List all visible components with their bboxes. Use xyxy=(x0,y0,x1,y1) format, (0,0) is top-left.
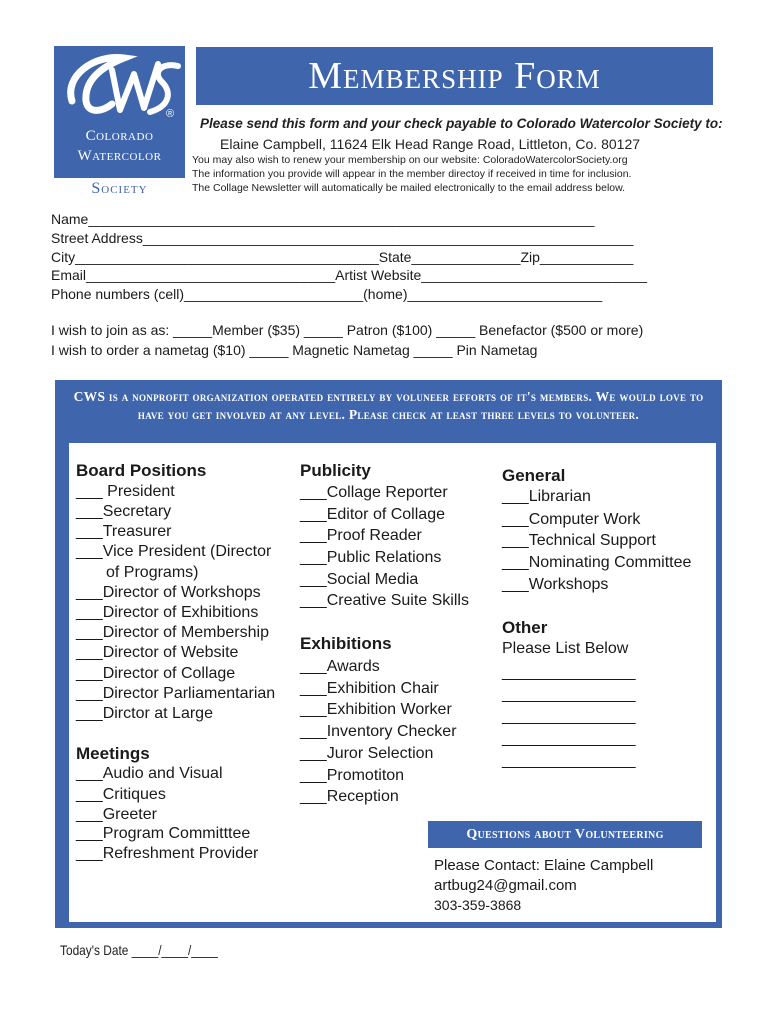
volunteer-banner-text: CWS is a nonprofit organization operated entirely by voluneer efforts of it's members. We would love to have you get involved at any level. Please check at least three levels to volunteer. xyxy=(73,389,704,422)
contact-email[interactable]: artbug24@gmail.com xyxy=(434,877,577,894)
board-item[interactable]: ___Director of Workshops xyxy=(76,584,261,601)
publicity-heading: Publicity xyxy=(300,461,371,480)
board-heading: Board Positions xyxy=(76,461,207,480)
street-address-field[interactable]: Street Address_______________________________________________________________ xyxy=(51,230,634,246)
board-item[interactable]: ___Treasurer xyxy=(76,523,172,540)
send-instruction: Please send this form and your check payable to Colorado Watercolor Society to: xyxy=(200,116,723,131)
note-directory: The information you provide will appear in the member directoy if received in time for inclusion. xyxy=(192,168,632,180)
board-item[interactable]: ___Director of Website xyxy=(76,644,239,661)
general-item[interactable]: ___Technical Support xyxy=(502,532,656,549)
meetings-item[interactable]: ___Critiques xyxy=(76,786,166,803)
other-subtitle: Please List Below xyxy=(502,640,629,657)
contact-name: Please Contact: Elaine Campbell xyxy=(434,857,654,874)
mailing-address: Elaine Campbell, 11624 Elk Head Range Road, Littleton, Co. 80127 xyxy=(220,136,641,152)
exhibitions-item[interactable]: ___Exhibition Worker xyxy=(300,701,452,718)
board-item[interactable]: ___Director of Membership xyxy=(76,624,269,641)
other-line[interactable]: _______________ xyxy=(502,708,636,725)
general-item[interactable]: ___Computer Work xyxy=(502,511,641,528)
logo-colorado: Colorado xyxy=(85,128,154,144)
registered-mark: ® xyxy=(166,108,175,120)
exhibitions-item[interactable]: ___Promotiton xyxy=(300,767,405,784)
exhibitions-item[interactable]: ___Exhibition Chair xyxy=(300,680,439,697)
other-line[interactable]: _______________ xyxy=(502,664,636,681)
general-heading: General xyxy=(502,466,566,485)
publicity-item[interactable]: ___Editor of Collage xyxy=(300,506,445,523)
other-line[interactable]: _______________ xyxy=(502,752,636,769)
meetings-item[interactable]: ___Program Committtee xyxy=(76,825,251,842)
phone-field[interactable]: Phone numbers (cell)_______________________(home)_________________________ xyxy=(51,286,603,302)
note-renew: You may also wish to renew your membership on our website: ColoradoWatercolorSociety.org xyxy=(192,154,628,166)
frame-right xyxy=(716,443,722,928)
email-website-field[interactable]: Email________________________________Artist Website_____________________________ xyxy=(51,267,648,283)
publicity-item[interactable]: ___Collage Reporter xyxy=(300,484,448,501)
nametag-line[interactable]: I wish to order a nametag ($10) _____ Magnetic Nametag _____ Pin Nametag xyxy=(51,342,538,358)
contact-phone: 303-359-3868 xyxy=(434,897,522,913)
general-item[interactable]: ___Librarian xyxy=(502,488,591,505)
membership-level-line[interactable]: I wish to join as as: _____Member ($35) _____ Patron ($100) _____ Benefactor ($500 or more) xyxy=(51,322,644,338)
publicity-item[interactable]: ___Creative Suite Skills xyxy=(300,592,469,609)
volunteer-banner xyxy=(55,380,722,443)
exhibitions-item[interactable]: ___Reception xyxy=(300,788,399,805)
meetings-item[interactable]: ___Greeter xyxy=(76,806,157,823)
board-item[interactable]: ___Dirctor at Large xyxy=(76,705,213,722)
other-line[interactable]: _______________ xyxy=(502,730,636,747)
exhibitions-item[interactable]: ___Inventory Checker xyxy=(300,723,457,740)
frame-left xyxy=(55,443,69,928)
frame-bottom xyxy=(55,922,722,928)
board-item[interactable]: ___Vice President (Director xyxy=(76,543,272,560)
other-heading: Other xyxy=(502,618,548,637)
general-item[interactable]: ___Workshops xyxy=(502,576,609,593)
exhibitions-heading: Exhibitions xyxy=(300,634,392,653)
board-item[interactable]: ___Director Parliamentarian xyxy=(76,685,276,702)
exhibitions-item[interactable]: ___Awards xyxy=(300,658,380,675)
questions-heading: Questions about Volunteering xyxy=(428,821,702,848)
cws-logo xyxy=(54,46,185,200)
logo-watercolor: Watercolor xyxy=(77,148,162,164)
logo-society: Society xyxy=(54,178,185,200)
meetings-item[interactable]: ___Refreshment Provider xyxy=(76,845,259,862)
name-field[interactable]: Name_________________________________________________________________ xyxy=(51,211,595,227)
board-item[interactable]: ___Director of Collage xyxy=(76,665,236,682)
meetings-item[interactable]: ___Audio and Visual xyxy=(76,765,223,782)
meetings-heading: Meetings xyxy=(76,744,150,763)
publicity-item[interactable]: ___Public Relations xyxy=(300,549,442,566)
other-line[interactable]: _______________ xyxy=(502,686,636,703)
exhibitions-item[interactable]: ___Juror Selection xyxy=(300,745,434,762)
board-item[interactable]: ___Director of Exhibitions xyxy=(76,604,259,621)
page-title: Membership Form xyxy=(196,47,713,105)
city-state-zip-field[interactable]: City_______________________________________State______________Zip____________ xyxy=(51,249,634,265)
general-item[interactable]: ___Nominating Committee xyxy=(502,554,692,571)
board-item[interactable]: ___ President xyxy=(76,483,175,500)
board-item: of Programs) xyxy=(106,564,199,581)
todays-date-field[interactable]: Today's Date ____/____/____ xyxy=(60,942,218,958)
note-newsletter: The Collage Newsletter will automatically be mailed electronically to the email address below. xyxy=(192,182,626,194)
publicity-item[interactable]: ___Social Media xyxy=(300,571,419,588)
publicity-item[interactable]: ___Proof Reader xyxy=(300,527,422,544)
board-item[interactable]: ___Secretary xyxy=(76,503,172,520)
